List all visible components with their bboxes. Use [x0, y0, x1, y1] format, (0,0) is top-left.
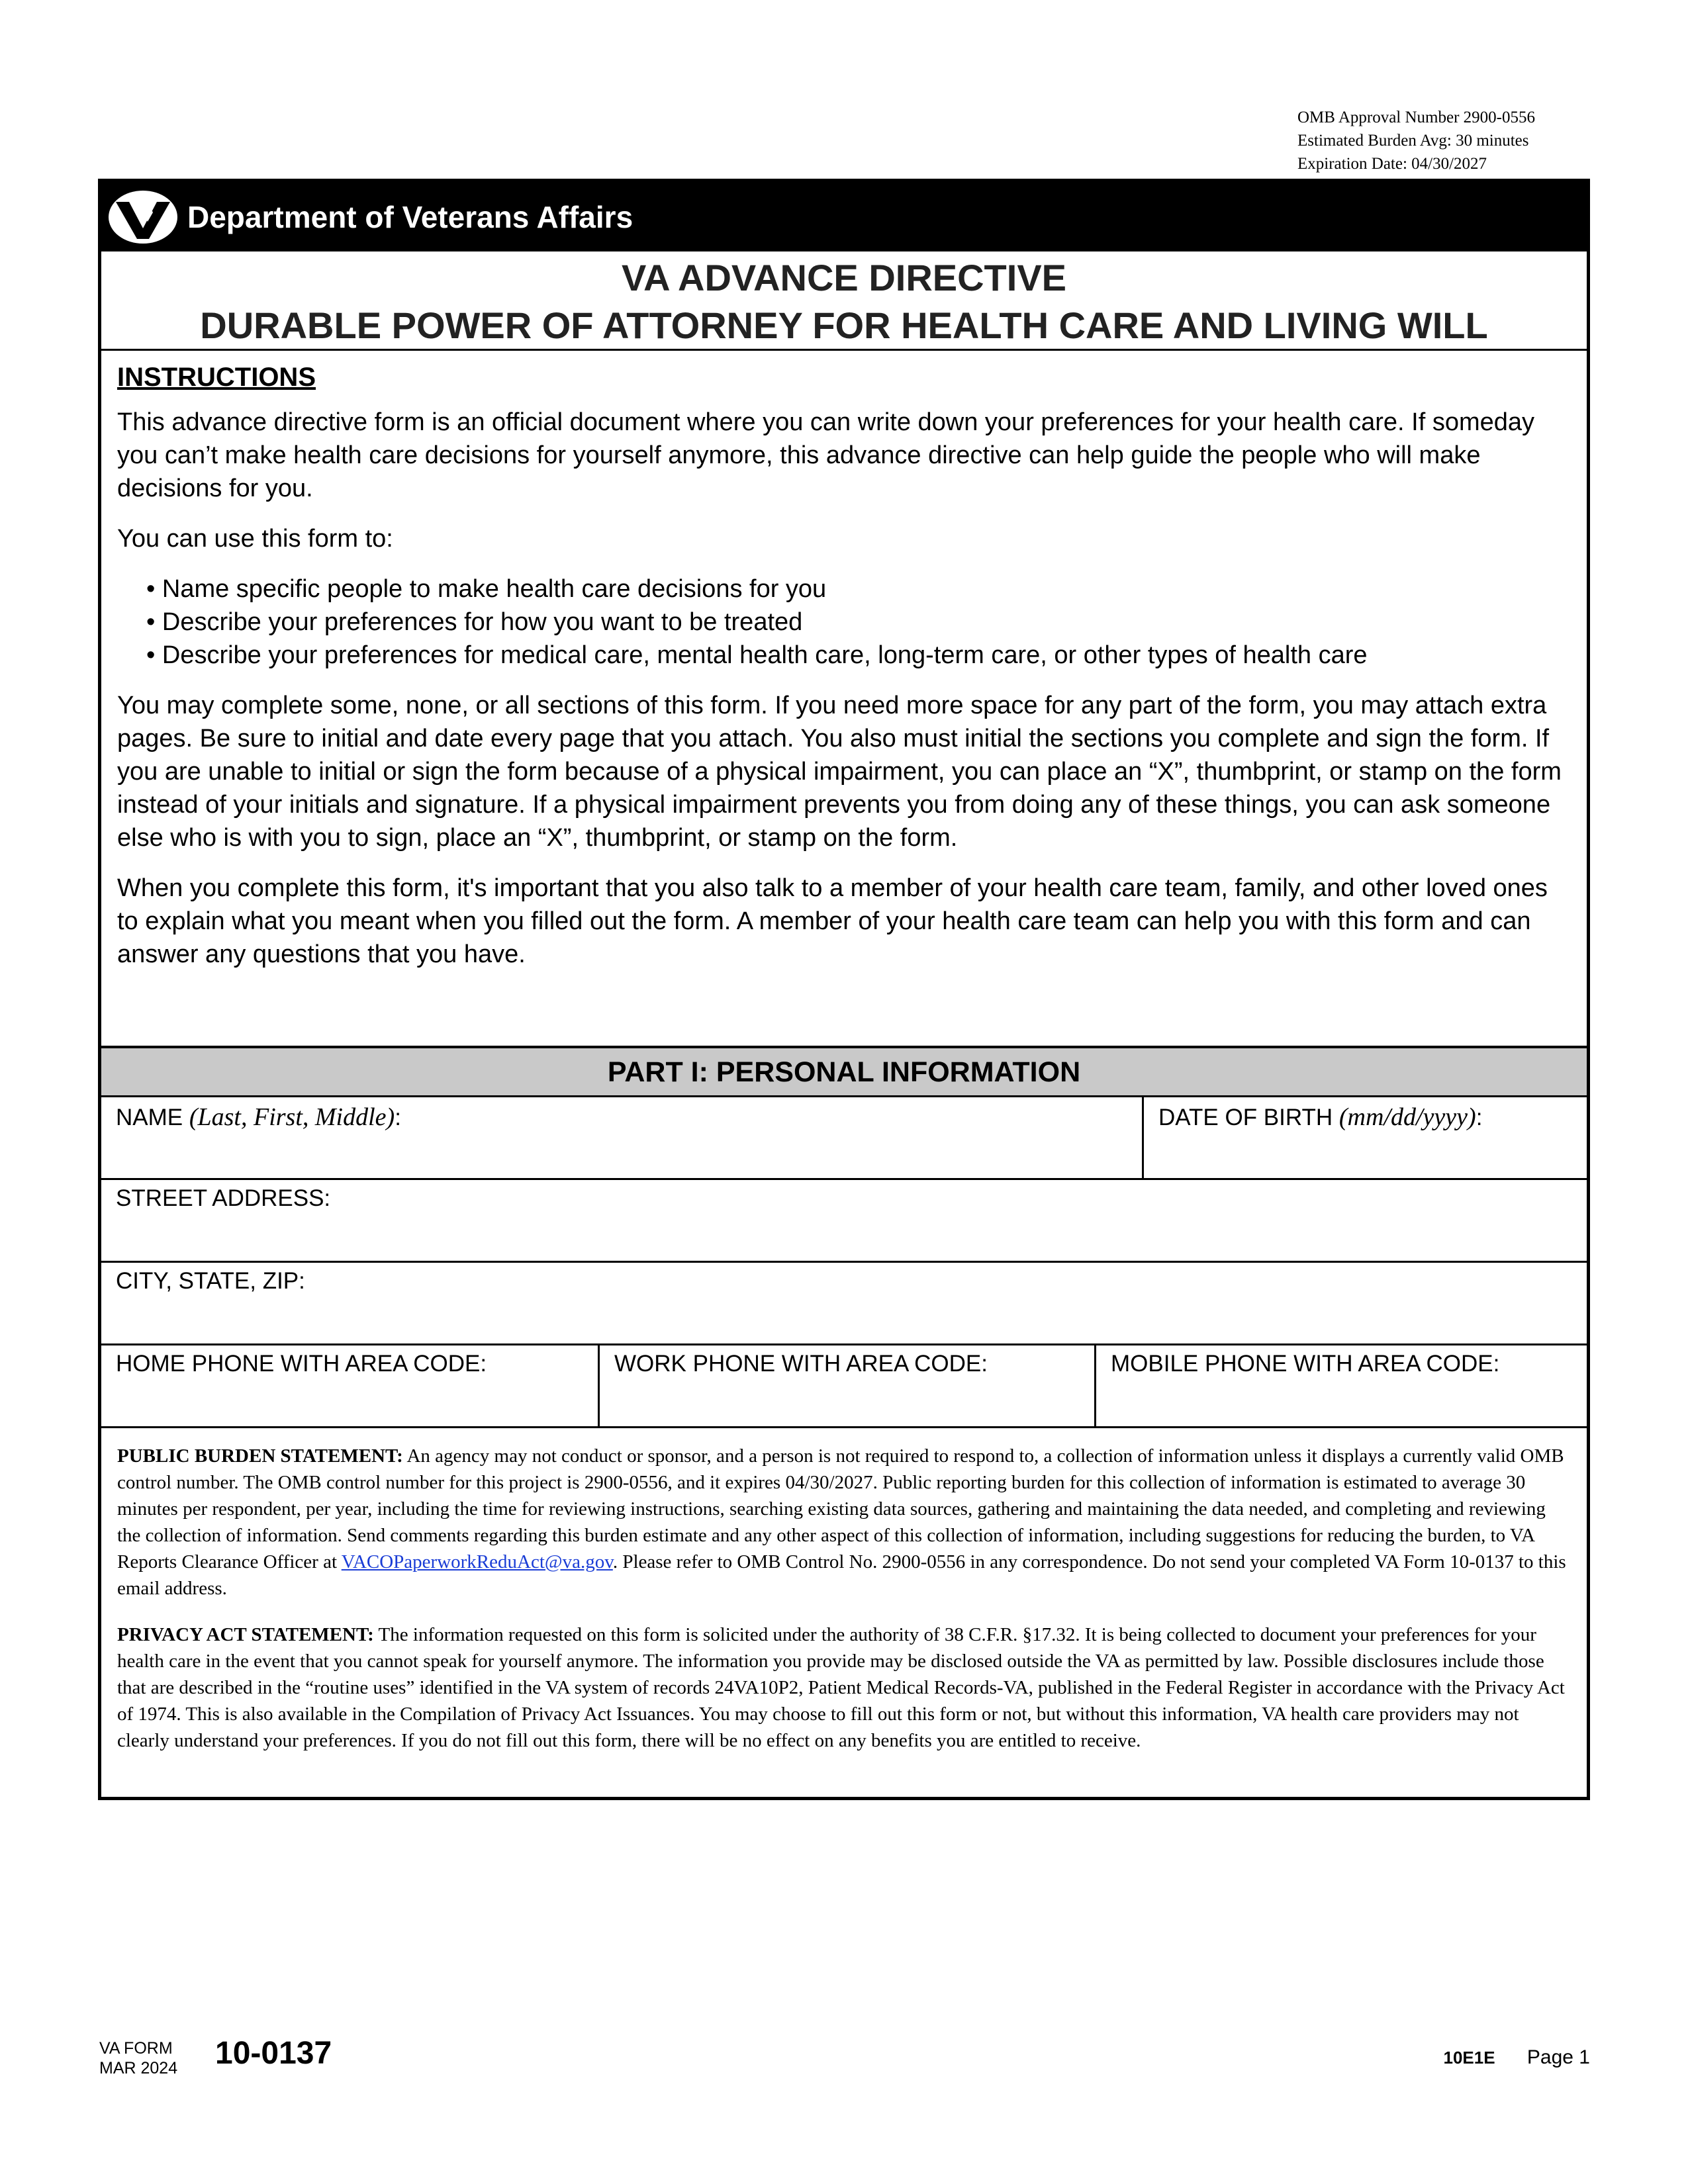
city-state-zip-label: CITY, STATE, ZIP: — [116, 1268, 305, 1294]
page-number: Page 1 — [1526, 2046, 1590, 2068]
name-field[interactable]: NAME (Last, First, Middle): — [116, 1103, 401, 1131]
footer-code: 10E1E — [1443, 2048, 1495, 2068]
city-state-zip-row — [101, 1263, 1587, 1345]
footer-form-number: 10-0137 — [215, 2036, 332, 2071]
name-hint: (Last, First, Middle) — [189, 1103, 395, 1131]
omb-expiration: Expiration Date: 04/30/2027 — [1297, 155, 1487, 173]
name-dob-row — [101, 1097, 1587, 1180]
list-item: • Name specific people to make health care decisions for you — [146, 572, 1571, 606]
name-label: NAME — [116, 1105, 183, 1130]
street-address-label: STREET ADDRESS: — [116, 1185, 331, 1211]
home-phone-label: HOME PHONE WITH AREA CODE: — [116, 1351, 487, 1377]
part-1-header: PART I: PERSONAL INFORMATION — [101, 1046, 1587, 1097]
title-line-2: DURABLE POWER OF ATTORNEY FOR HEALTH CARE AND LIVING WILL — [200, 304, 1488, 346]
privacy-heading: PRIVACY ACT STATEMENT: — [117, 1624, 374, 1645]
instructions-paragraph-4: When you complete this form, it's important that you also talk to a member of your health care team, family, and other loved ones to explain what you meant when you filled out the form. A member of your health care team can help you with this form and can answer any questions that you have. — [117, 874, 1548, 968]
list-item: • Describe your preferences for medical care, mental health care, long-term care, or other types of health care — [146, 639, 1571, 672]
mobile-phone-field[interactable] — [1094, 1345, 1587, 1426]
mobile-phone-label: MOBILE PHONE WITH AREA CODE: — [1111, 1351, 1500, 1377]
burden-email-link[interactable]: VACOPaperworkReduAct@va.gov — [341, 1551, 613, 1572]
home-phone-field[interactable] — [101, 1345, 598, 1426]
footer-form-label — [99, 2038, 177, 2078]
instructions-paragraph-3: You may complete some, none, or all sections of this form. If you need more space for any part of the form, you may attach extra pages. Be sure to initial and date every page that you attach. You also must initial the sections you complete and sign the form. If you are unable to initial or sign the form because of a physical impairment, you can place an “X”, thumbprint, or stamp on the form instead of your initials and signature. If a physical impairment prevents you from doing any of these things, you can ask someone else who is with you to sign, place an “X”, thumbprint, or stamp on the form. — [117, 692, 1562, 852]
instructions-paragraph-1: This advance directive form is an official document where you can write down your preferences for your health care. If someday you can’t make health care decisions for yourself anymore, this advance directive can help guide the people who will make decisions for you. — [117, 408, 1535, 502]
phones-row — [101, 1345, 1587, 1428]
statements-section — [101, 1428, 1587, 1754]
instructions-heading: INSTRUCTIONS — [117, 363, 316, 392]
burden-text-2: . Please refer to OMB Control No. 2900-0556 in any correspondence. Do not send your completed VA Form 10-0137 to this email address. — [117, 1551, 1566, 1599]
omb-approval: OMB Approval Number 2900-0556 — [1297, 109, 1535, 126]
street-address-field[interactable] — [101, 1180, 1587, 1261]
footer-date: MAR 2024 — [99, 2059, 178, 2077]
instructions-paragraph-2: You can use this form to: — [117, 525, 393, 553]
work-phone-label: WORK PHONE WITH AREA CODE: — [614, 1351, 988, 1377]
list-item: • Describe your preferences for how you want to be treated — [146, 606, 1571, 639]
omb-burden: Estimated Burden Avg: 30 minutes — [1297, 132, 1529, 150]
department-name: Department of Veterans Affairs — [187, 199, 633, 234]
footer-va-form: VA FORM — [99, 2039, 173, 2058]
footer-right — [1443, 2046, 1590, 2069]
street-address-row — [101, 1180, 1587, 1263]
privacy-text: The information requested on this form is solicited under the authority of 38 C.F.R. §17.32. It is being collected to document your preferences for your health care in the event that you cannot speak for yourself anymore. The information you provide may be disclosed outside the VA as permitted by law. Possible disclosures include those that are described in the “routine uses” identified in the VA system of records 24VA10P2, Patient Medical Records-VA, published in the Federal Register in accordance with the Privacy Act of 1974. This is also available in the Compilation of Privacy Act Issuances. You may choose to fill out this form or not, but without this information, VA health care providers may not clearly understand your preferences. If you do not fill out this form, there will be no effect on any benefits you are entitled to receive. — [117, 1624, 1565, 1751]
city-state-zip-field[interactable] — [101, 1263, 1587, 1343]
date-of-birth-field[interactable]: DATE OF BIRTH (mm/dd/yyyy): — [1142, 1097, 1587, 1178]
instructions-section — [101, 351, 1587, 1046]
omb-info — [1297, 106, 1589, 175]
instructions-bullet-list — [146, 572, 1571, 672]
dob-label: DATE OF BIRTH — [1158, 1105, 1333, 1130]
header-bar — [101, 182, 1587, 251]
dob-hint: (mm/dd/yyyy) — [1338, 1103, 1476, 1131]
form-title — [101, 251, 1587, 351]
work-phone-field[interactable] — [598, 1345, 1094, 1426]
form-container — [98, 179, 1590, 1800]
va-logo-icon — [107, 187, 179, 247]
burden-text: An agency may not conduct or sponsor, and a person is not required to respond to, a collection of information unless it displays a currently valid OMB control number. The OMB control number for this project is 2900-0556, and it expires 04/30/2027. Public reporting burden for this collection of information is estimated to average 30 minutes per respondent, per year, including the time for reviewing instructions, searching existing data sources, gathering and maintaining the data needed, and completing and reviewing the collection of information. Send comments regarding this burden estimate and any other aspect of this collection of information, including suggestions for reducing the burden, to VA Reports Clearance Officer at — [117, 1445, 1564, 1572]
public-burden-statement — [117, 1443, 1571, 1602]
burden-heading: PUBLIC BURDEN STATEMENT: — [117, 1445, 403, 1467]
privacy-act-statement — [117, 1621, 1571, 1754]
title-line-1: VA ADVANCE DIRECTIVE — [621, 257, 1067, 298]
